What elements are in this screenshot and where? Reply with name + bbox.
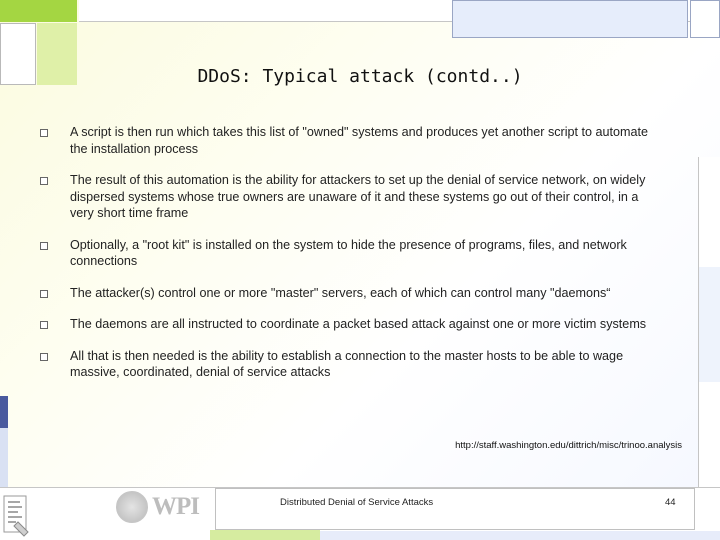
decor-lightgreen-block <box>37 23 77 85</box>
bullet-square-icon <box>40 129 48 137</box>
decor-right-block-2 <box>698 267 720 382</box>
bullet-item <box>40 348 662 381</box>
bullet-text: A script is then run which takes this list of "owned" systems and produces yet another script to automate the installation process <box>70 125 649 156</box>
bullet-text: Optionally, a "root kit" is installed on the system to hide the presence of programs, files, and network connections <box>70 237 627 268</box>
footer-box <box>215 488 695 530</box>
seal-icon <box>116 491 148 523</box>
bullet-item <box>40 124 662 157</box>
decor-white-block <box>0 23 36 85</box>
bullet-item <box>40 316 662 333</box>
bullet-list <box>40 124 662 396</box>
bullet-item <box>40 237 662 270</box>
bullet-item <box>40 172 662 222</box>
stamp-icon <box>0 492 34 540</box>
decor-left-light-block <box>0 428 8 488</box>
bullet-square-icon <box>40 242 48 250</box>
bullet-square-icon <box>40 353 48 361</box>
decor-left-dark-block <box>0 396 8 428</box>
page-number: 44 <box>665 497 676 508</box>
bullet-square-icon <box>40 177 48 185</box>
bullet-text: The daemons are all instructed to coordinate a packet based attack against one or more victim systems <box>70 317 647 331</box>
decor-green-block <box>0 0 77 22</box>
decor-right-block-1 <box>698 157 720 267</box>
bullet-text: The attacker(s) control one or more "master" servers, each of which can control many "daemons“ <box>70 285 611 300</box>
decor-blue-block <box>452 0 688 38</box>
bullet-square-icon <box>40 321 48 329</box>
bullet-square-icon <box>40 290 48 298</box>
bullet-item <box>40 285 662 302</box>
bullet-text: All that is then needed is the ability to establish a connection to the master hosts to be able to wage massive, coordinated, denial of service attacks <box>70 348 624 379</box>
decor-white-box <box>690 0 720 38</box>
bullet-text: The result of this automation is the ability for attackers to set up the denial of service network, on widely dispersed systems whose true owners are unaware of it and these systems go out of their control, in a very short time frame <box>70 173 646 220</box>
source-link[interactable]: http://staff.washington.edu/dittrich/misc/trinoo.analysis <box>455 440 682 451</box>
slide-title: DDoS: Typical attack (contd..) <box>197 66 523 87</box>
decor-bottom-green <box>210 530 320 540</box>
logo-text: WPI <box>152 493 199 520</box>
wpi-logo <box>114 490 210 526</box>
footer-title: Distributed Denial of Service Attacks <box>280 497 434 508</box>
